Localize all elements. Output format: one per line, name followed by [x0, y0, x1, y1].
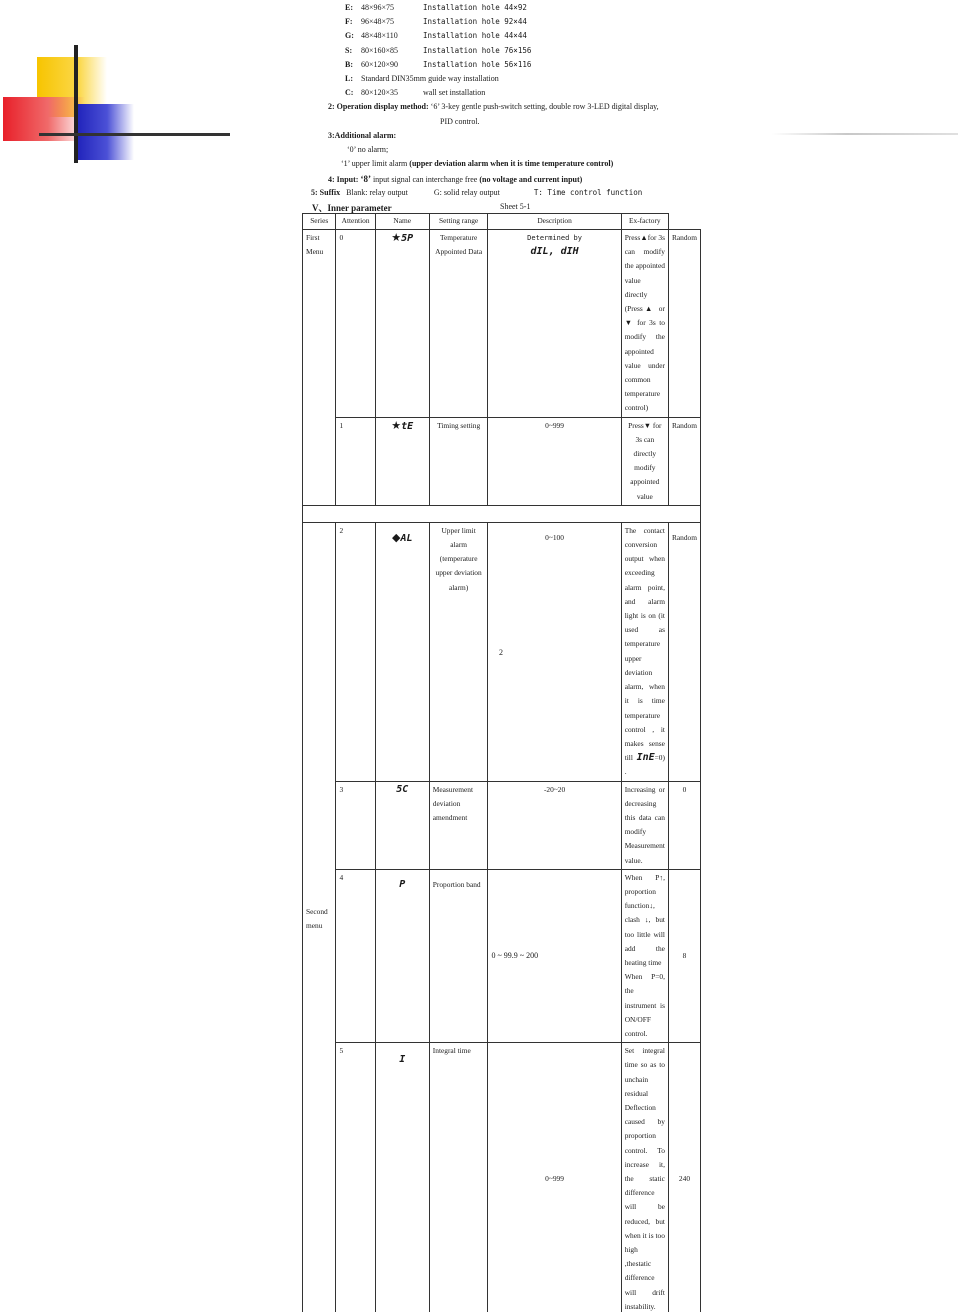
inner-parameter-table — [302, 213, 701, 1312]
header-name: Name — [375, 214, 429, 230]
star-icon: ★ — [391, 419, 402, 432]
spec-key: E: — [345, 3, 353, 12]
table-row — [303, 417, 701, 505]
setting-range: 0~999 — [488, 1043, 621, 1312]
param-name: Proportion band — [429, 869, 488, 1042]
sheet-label: Sheet 5-1 — [500, 202, 531, 211]
spec-row-din — [345, 74, 499, 83]
setting-range: 0~999 — [488, 417, 621, 505]
table-spacer-row — [303, 505, 701, 522]
ex-factory-value: 0 — [668, 781, 700, 869]
additional-alarm-label: 3:Additional alarm: — [328, 131, 397, 140]
header-description: Description — [488, 214, 621, 230]
input-line — [328, 174, 582, 184]
suffix-g: G: solid relay output — [433, 188, 500, 197]
spec-text: Standard DIN35mm guide way installation — [361, 74, 499, 83]
input-label: 4: Input: — [328, 175, 359, 184]
spec-dims: 48×96×75 — [361, 3, 395, 12]
decor-blue-square — [74, 104, 134, 160]
alarm-option-1-note: (upper deviation alarm when it is time temperature control) — [409, 159, 614, 168]
decor-right-rule — [772, 133, 958, 135]
row-number: 4 — [336, 869, 375, 1042]
spec-text: wall set installation — [423, 88, 486, 97]
spec-row — [345, 17, 527, 26]
suffix-blank: Blank: relay output — [346, 188, 408, 197]
spec-hole: Installation hole 76×156 — [423, 46, 532, 55]
attention-cell — [375, 781, 429, 869]
spec-key: C: — [345, 88, 354, 97]
param-description: Increasing or decreasing this data can modify Measurement value. — [621, 781, 668, 869]
setting-range: 0~100 — [488, 522, 621, 781]
attention-cell — [375, 522, 429, 781]
param-description: The contact conversion output when exceeding alarm point, and alarm light is on (it used as temperature upper deviation alarm, when it is time temperature control , it makes sense till — [624, 525, 665, 763]
star-icon: ★ — [391, 232, 402, 244]
row-number: 1 — [336, 417, 375, 505]
spec-row — [345, 31, 527, 40]
table-row — [303, 1043, 701, 1312]
param-name: Timing setting — [429, 417, 488, 505]
param-code: P — [399, 878, 406, 890]
header-setting-range: Setting range — [429, 214, 488, 230]
header-series: Series — [303, 214, 336, 230]
suffix-line — [311, 188, 642, 197]
spec-row — [345, 46, 531, 55]
spacer-cell — [303, 505, 701, 522]
param-name: Measurement deviation amendment — [429, 781, 488, 869]
spec-key: S: — [345, 46, 353, 55]
param-description-cell — [621, 869, 668, 1042]
param-name: Upper limit alarm (temperature upper deviation alarm) — [429, 522, 488, 781]
spec-hole: Installation hole 44×44 — [423, 31, 527, 40]
setting-range: -20~20 — [488, 781, 621, 869]
diamond-icon: ◆ — [391, 531, 401, 544]
section-title: V、Inner parameter — [312, 203, 392, 213]
input-text: input signal can interchange free — [372, 175, 478, 184]
spec-row — [345, 60, 531, 69]
attention-cell — [375, 869, 429, 1042]
attention-cell — [375, 417, 429, 505]
suffix-label: 5: Suffix — [311, 188, 341, 197]
ex-factory-value: Random — [668, 522, 700, 781]
spec-hole: Installation hole 44×92 — [423, 3, 527, 12]
operation-method-line — [328, 102, 659, 111]
attention-cell — [375, 1043, 429, 1312]
param-description-cell — [621, 522, 668, 781]
ex-factory-value: Random — [668, 230, 700, 418]
row-number: 5 — [336, 1043, 375, 1312]
param-name: Integral time — [429, 1043, 488, 1312]
alarm-option-1-text: ‘1’ upper limit alarm — [341, 159, 408, 168]
param-name: Temperature Appointed Data — [429, 230, 488, 418]
header-attention: Attention — [336, 214, 375, 230]
table-header-row — [303, 214, 701, 230]
row-number: 0 — [336, 230, 375, 418]
table-row — [303, 230, 701, 418]
param-code: I — [399, 1054, 406, 1066]
spec-key: L: — [345, 74, 353, 83]
operation-method-label: 2: Operation display method: — [328, 102, 429, 111]
spec-dims: 60×120×90 — [361, 60, 399, 69]
alarm-option-0: ‘0’ no alarm; — [347, 145, 389, 154]
operation-method-text: ‘6’ 3-key gentle push-switch setting, double row 3-LED digital display, — [430, 102, 659, 111]
operation-method-text2: PID control. — [440, 117, 480, 126]
series-second-menu: Second menu — [303, 522, 336, 1312]
setting-range-codes: dIL, dIH — [530, 246, 579, 258]
param-code: 5P — [401, 233, 414, 244]
setting-range: 0 ~ 99.9 ~ 200 — [488, 869, 621, 1042]
page-number: 2 — [499, 648, 503, 657]
spec-hole: Installation hole 56×116 — [423, 60, 532, 69]
setting-range: Determined by — [527, 234, 582, 242]
attention-cell — [375, 230, 429, 418]
param-code-inline: InE — [636, 752, 655, 764]
param-code: 5C — [396, 783, 409, 795]
param-description: Set integral time so as to unchain residual Deflection caused by proportion control. To increase it, the static difference will be reduced, but when it is too high ,thestatic difference will drift instability. — [621, 1043, 668, 1312]
spec-key: F: — [345, 17, 353, 26]
param-code: AL — [400, 532, 413, 544]
table-row — [303, 781, 701, 869]
suffix-t: T: Time control function — [533, 188, 643, 197]
row-number: 2 — [336, 522, 375, 781]
table-row — [303, 869, 701, 1042]
spec-row-wall — [345, 88, 485, 97]
spec-hole: Installation hole 92×44 — [423, 17, 527, 26]
spec-key: G: — [345, 31, 354, 40]
ex-factory-value: 8 — [668, 869, 700, 1042]
param-description-end: =0) . — [624, 753, 665, 777]
spec-dims: 48×48×110 — [361, 31, 398, 40]
param-description: Press▼ for 3s can directly modify appointed value — [621, 417, 668, 505]
spec-row — [345, 3, 527, 12]
param-description-2: When P=0, the instrument is ON/OFF control. — [624, 972, 665, 1038]
spec-dims: 96×48×75 — [361, 17, 395, 26]
input-note: (no voltage and current input) — [479, 175, 583, 184]
param-description: Press▲for 3s can modify the appointed value directly (Press▲ or ▼ for 3s to modify the appointed value under common temperature control) — [621, 230, 668, 418]
setting-range-cell — [488, 230, 621, 418]
series-first-menu: First Menu — [303, 230, 336, 506]
spec-dims: 80×120×35 — [361, 88, 399, 97]
ex-factory-value: 240 — [668, 1043, 700, 1312]
param-code: tE — [401, 420, 414, 432]
param-description: When P↑, proportion function↓, clash ↓, but too little will add the heating time — [624, 872, 665, 967]
decor-vertical-line — [74, 45, 78, 163]
ex-factory-value: Random — [668, 417, 700, 505]
alarm-option-1 — [341, 159, 613, 168]
input-code: ‘8’ — [360, 174, 371, 184]
decor-horizontal-line — [39, 133, 230, 136]
spec-key: B: — [345, 60, 353, 69]
header-ex-factory: Ex-factory — [621, 214, 668, 230]
row-number: 3 — [336, 781, 375, 869]
spec-dims: 80×160×85 — [361, 46, 399, 55]
